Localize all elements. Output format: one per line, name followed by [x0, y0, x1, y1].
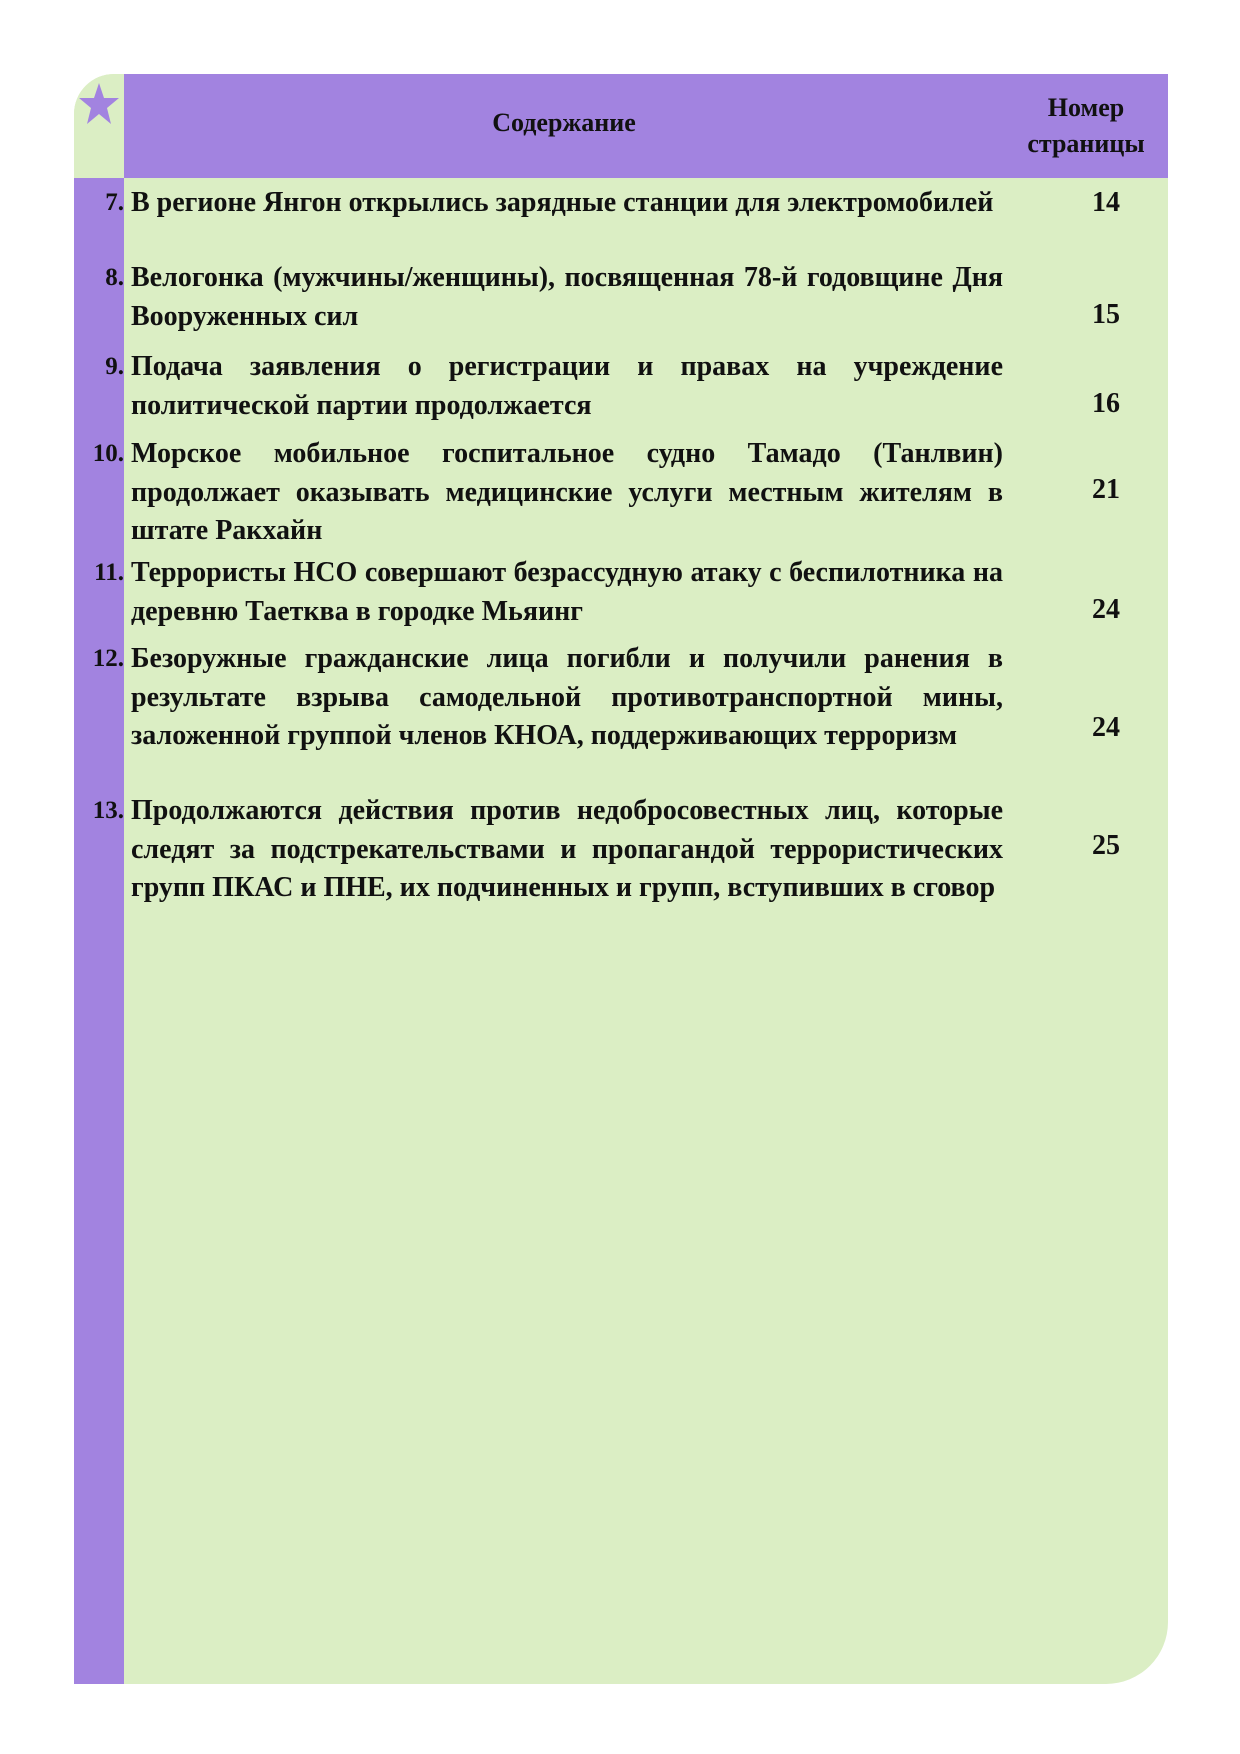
entry-title[interactable]: В регионе Янгон открылись зарядные станции для электромобилей	[131, 187, 994, 218]
contents-heading: Содержание	[492, 108, 636, 137]
side-strip	[74, 178, 124, 1684]
entry-title[interactable]: Морское мобильное госпитальное судно Тамадо (Танлвин) продолжает оказывать медицинские услуги местным жителям в штате Ракхайн	[131, 438, 1003, 546]
page-number-heading	[1004, 90, 1168, 162]
entry-number: 7.	[105, 189, 124, 216]
entry-title[interactable]: Велогонка (мужчины/женщины), посвященная 78-й годовщине Дня Вооруженных сил	[131, 262, 1003, 332]
entry-page-number: 21	[1092, 474, 1120, 505]
entry-title[interactable]: Безоружные гражданские лица погибли и получили ранения в результате взрыва самодельной противотранспортной мины, заложенной группой членов КНОА, поддерживающих терроризм	[131, 643, 1003, 751]
star-icon	[78, 82, 120, 126]
table-header	[124, 74, 1168, 178]
page-number-heading-line2: страницы	[1027, 129, 1145, 158]
entry-title[interactable]: Террористы НСО совершают безрассудную атаку с беспилотника на деревню Таетква в городке Мьяинг	[131, 557, 1003, 627]
entry-page-number: 24	[1092, 712, 1120, 743]
entry-number: 12.	[92, 645, 124, 672]
contents-panel	[74, 74, 1168, 1684]
entry-number: 13.	[92, 797, 124, 824]
entry-page-number: 15	[1092, 299, 1120, 330]
entry-number: 11.	[94, 559, 124, 586]
entry-page-number: 25	[1092, 830, 1120, 861]
entry-page-number: 24	[1092, 594, 1120, 625]
entry-title[interactable]: Продолжаются действия против недобросовестных лиц, которые следят за подстрекательствами и пропагандой террористических групп ПКАС и ПНЕ, их подчиненных и групп, вступивших в сговор	[131, 795, 1003, 903]
entry-title[interactable]: Подача заявления о регистрации и правах на учреждение политической партии продолжается	[131, 351, 1003, 421]
star-corner	[74, 74, 124, 178]
entry-number: 8.	[105, 264, 124, 291]
page-number-heading-line1: Номер	[1047, 93, 1125, 122]
entry-page-number: 16	[1092, 388, 1120, 419]
entry-page-number: 14	[1092, 187, 1120, 218]
entry-number: 9.	[105, 353, 124, 380]
entry-number: 10.	[92, 440, 124, 467]
